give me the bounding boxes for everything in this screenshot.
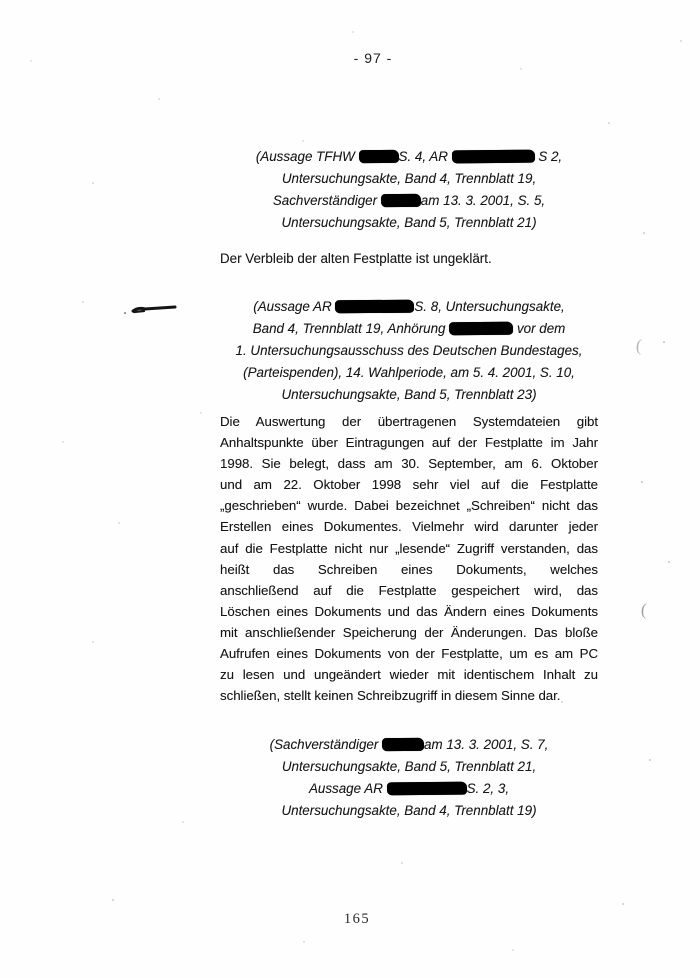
citation-line [220,734,598,756]
body-paragraph [220,411,598,706]
citation-text: S. 2, 3, [466,780,510,796]
citation-line [220,168,598,190]
citation-text: (Aussage AR [253,299,336,314]
citation-block-2 [220,296,598,406]
citation-line [220,800,598,822]
citation-line [220,362,598,384]
scan-artifact-paren-1: ( [635,335,643,356]
citation-text: am 13. 3. 2001, S. 7, [424,737,549,752]
citation-line [220,778,598,800]
paragraph-line: anschließend auf die Festplatte gespeichert wird, das [220,582,598,598]
paragraph-line: und am 22. Oktober 1998 sehr viel auf die Festplatte [220,477,598,493]
citation-line [220,296,598,318]
citation-text: S 2, [534,149,563,164]
redaction-bar [335,300,414,314]
citation-text: (Parteispenden), 14. Wahlperiode, am 5. 4. 2001, S. 10, [243,364,575,380]
page-number-header: - 97 - [353,50,393,66]
citation-text: 1. Untersuchungsausschuss des Deutschen Bundestages, [235,342,583,358]
redaction-bar [358,150,398,163]
paragraph-line: auf die Festplatte nicht nur „lesende“ Zugriff verstanden, das [220,540,598,556]
paragraph-line: Erstellen eines Dokumentes. Vielmehr wird darunter jeder [220,519,598,535]
paragraph-line: Aufrufen eines Dokuments von der Festplatte, um es am PC [220,646,598,662]
citation-text: Aussage AR [308,780,387,796]
page-number-footer: 165 [343,911,371,927]
citation-text: S. 8, Untersuchungsakte, [414,299,565,314]
redaction-bar [381,194,421,207]
redaction-bar [387,781,467,795]
citation-text: (Sachverständiger [269,737,383,752]
citation-text: Untersuchungsakte, Band 5, Trennblatt 21) [281,214,537,230]
scan-artifact-paren-2: ( [640,599,648,620]
citation-line [220,190,598,212]
citation-text: am 13. 3. 2001, S. 5, [420,192,546,208]
citation-line [220,146,598,168]
scan-noise-specks [0,0,2,2]
redaction-bar [382,738,424,751]
citation-text: Untersuchungsakte, Band 5, Trennblatt 23) [281,386,537,402]
citation-block-3 [220,734,598,822]
paragraph-line: Anhaltspunkte über Eintragungen auf der Festplatte im Jahr [220,435,598,451]
citation-line [220,318,598,340]
citation-line [220,340,598,362]
citation-line [220,756,598,778]
redaction-bar [452,150,535,164]
citation-line [220,212,598,234]
citation-text: Untersuchungsakte, Band 4, Trennblatt 19, [281,170,537,186]
citation-text: Band 4, Trennblatt 19, Anhörung [252,320,450,336]
paragraph-line: „geschrieben“ wurde. Dabei bezeichnet „Schreiben“ nicht das [220,498,598,514]
handwritten-dash-mark [130,302,180,316]
statement-line: Der Verbleib der alten Festplatte ist ungeklärt. [220,251,492,266]
redaction-bar [449,322,513,336]
paragraph-line: Die Auswertung der übertragenen Systemdateien gibt [220,414,598,429]
citation-text: vor dem [513,320,566,336]
paragraph-line: mit anschließender Speicherung der Änderungen. Das bloße [220,624,598,640]
citation-text: Untersuchungsakte, Band 4, Trennblatt 19) [281,802,537,818]
paragraph-line: zu lesen und ungeändert wieder mit identischem Inhalt zu [220,667,598,683]
citation-block-1 [220,146,598,234]
citation-text: S. 4, AR [398,149,452,164]
paragraph-line: schließen, stellt keinen Schreibzugriff in diesem Sinne dar. [220,688,561,704]
citation-text: Sachverständiger [272,192,381,208]
paragraph-line: 1998. Sie belegt, dass am 30. September, am 6. Oktober [220,456,598,472]
citation-line [220,384,598,406]
citation-text: (Aussage TFHW [255,149,359,164]
citation-text: Untersuchungsakte, Band 5, Trennblatt 21, [281,758,537,774]
paragraph-line: heißt das Schreiben eines Dokuments, welches [220,561,598,577]
paragraph-line: Löschen eines Dokuments und das Ändern eines Dokuments [220,603,598,619]
